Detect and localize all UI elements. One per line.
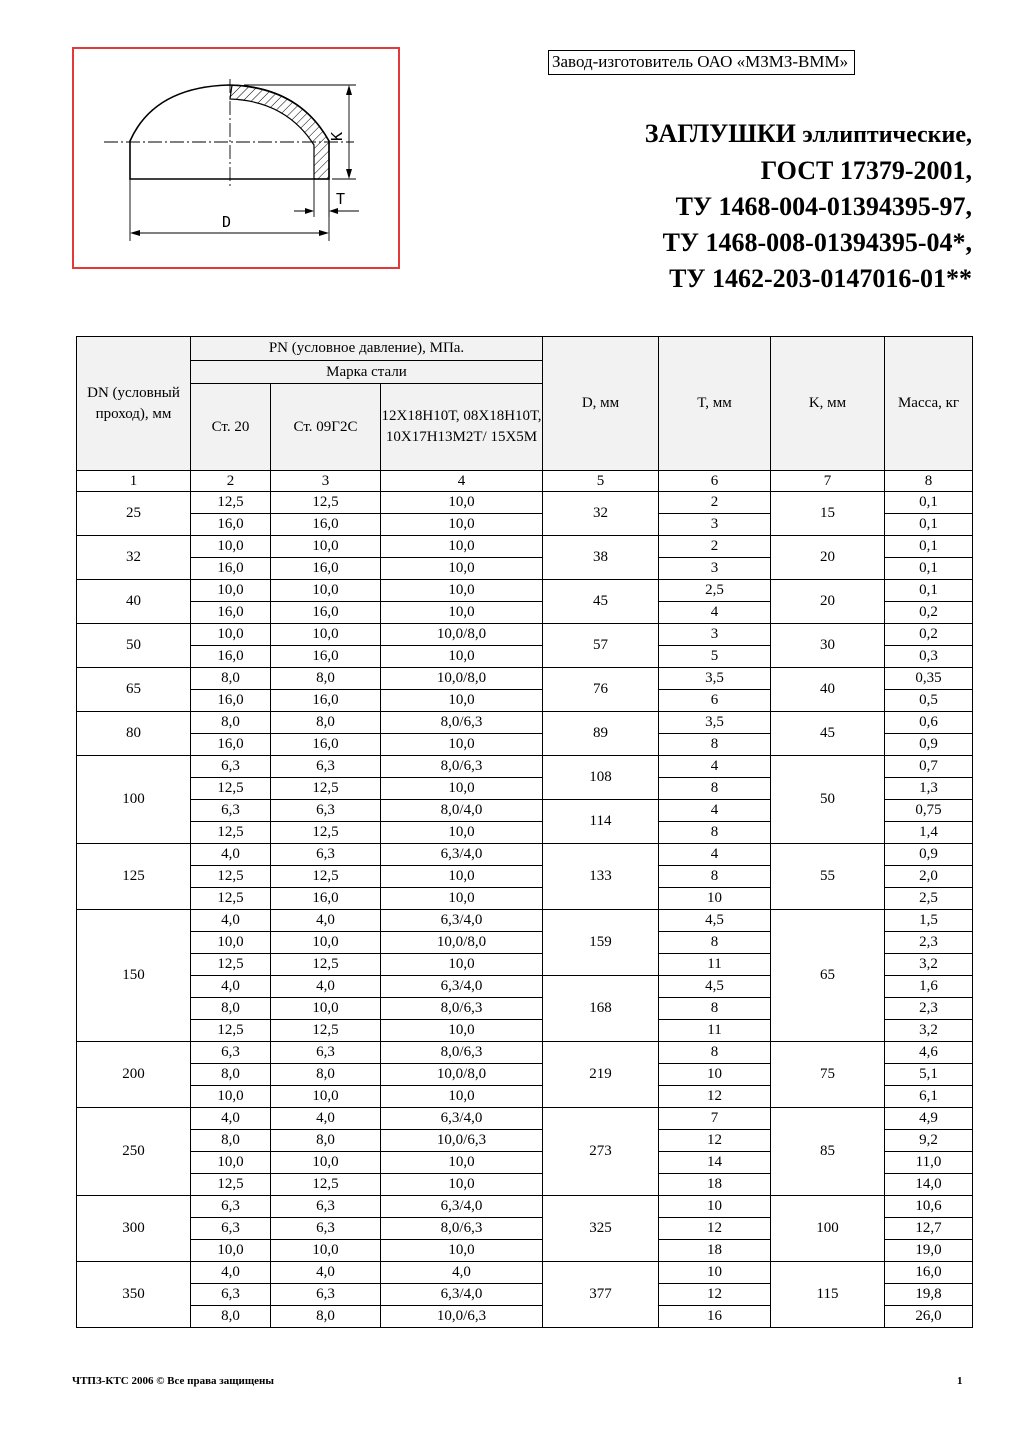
mass-cell: 1,5 xyxy=(885,910,973,932)
d-cell: 114 xyxy=(543,800,659,844)
d-cell: 273 xyxy=(543,1108,659,1196)
mass-cell: 11,0 xyxy=(885,1152,973,1174)
pn-st20-cell: 10,0 xyxy=(191,932,271,954)
pn-09g2s-cell: 12,5 xyxy=(271,778,381,800)
t-cell: 3,5 xyxy=(659,668,771,690)
mass-cell: 0,1 xyxy=(885,558,973,580)
t-cell: 10 xyxy=(659,888,771,910)
pn-09g2s-cell: 16,0 xyxy=(271,888,381,910)
pn-stainless-cell: 10,0 xyxy=(381,1086,543,1108)
pn-09g2s-cell: 16,0 xyxy=(271,514,381,536)
page-number: 1 xyxy=(957,1375,963,1387)
pn-stainless-cell: 10,0 xyxy=(381,734,543,756)
t-cell: 4,5 xyxy=(659,976,771,998)
k-cell: 75 xyxy=(771,1042,885,1108)
pn-09g2s-cell: 4,0 xyxy=(271,1108,381,1130)
header-mass: Масса, кг xyxy=(885,337,973,471)
d-cell: 168 xyxy=(543,976,659,1042)
mass-cell: 0,1 xyxy=(885,536,973,558)
title-line-1: ЗАГЛУШКИ xyxy=(644,119,803,148)
t-cell: 8 xyxy=(659,932,771,954)
pn-st20-cell: 12,5 xyxy=(191,1020,271,1042)
mass-cell: 0,2 xyxy=(885,624,973,646)
table-row xyxy=(77,910,973,932)
pn-st20-cell: 16,0 xyxy=(191,602,271,624)
pn-stainless-cell: 10,0/8,0 xyxy=(381,624,543,646)
pn-09g2s-cell: 8,0 xyxy=(271,712,381,734)
d-cell: 38 xyxy=(543,536,659,580)
column-number: 4 xyxy=(381,471,543,492)
pn-09g2s-cell: 12,5 xyxy=(271,866,381,888)
table-row xyxy=(77,1262,973,1284)
k-cell: 65 xyxy=(771,910,885,1042)
mass-cell: 26,0 xyxy=(885,1306,973,1328)
pn-st20-cell: 10,0 xyxy=(191,1240,271,1262)
mass-cell: 2,0 xyxy=(885,866,973,888)
t-cell: 4 xyxy=(659,756,771,778)
pn-stainless-cell: 10,0 xyxy=(381,558,543,580)
pn-st20-cell: 10,0 xyxy=(191,1086,271,1108)
pn-09g2s-cell: 16,0 xyxy=(271,558,381,580)
pn-st20-cell: 8,0 xyxy=(191,1130,271,1152)
dn-cell: 250 xyxy=(77,1108,191,1196)
t-cell: 12 xyxy=(659,1218,771,1240)
d-cell: 76 xyxy=(543,668,659,712)
pn-stainless-cell: 10,0 xyxy=(381,536,543,558)
pn-st20-cell: 16,0 xyxy=(191,734,271,756)
pn-09g2s-cell: 12,5 xyxy=(271,822,381,844)
pn-stainless-cell: 4,0 xyxy=(381,1262,543,1284)
pn-09g2s-cell: 12,5 xyxy=(271,954,381,976)
dn-cell: 50 xyxy=(77,624,191,668)
pn-09g2s-cell: 6,3 xyxy=(271,844,381,866)
pn-stainless-cell: 10,0 xyxy=(381,888,543,910)
pn-09g2s-cell: 10,0 xyxy=(271,1240,381,1262)
pn-st20-cell: 6,3 xyxy=(191,800,271,822)
pn-st20-cell: 10,0 xyxy=(191,536,271,558)
pn-09g2s-cell: 12,5 xyxy=(271,1174,381,1196)
dn-cell: 350 xyxy=(77,1262,191,1328)
pn-st20-cell: 8,0 xyxy=(191,712,271,734)
dn-cell: 40 xyxy=(77,580,191,624)
t-cell: 12 xyxy=(659,1130,771,1152)
pn-stainless-cell: 10,0 xyxy=(381,778,543,800)
dn-cell: 200 xyxy=(77,1042,191,1108)
mass-cell: 0,5 xyxy=(885,690,973,712)
pn-09g2s-cell: 6,3 xyxy=(271,1042,381,1064)
mass-cell: 12,7 xyxy=(885,1218,973,1240)
header-stainless: 12Х18Н10Т, 08Х18Н10Т, 10Х17Н13М2Т/ 15Х5М xyxy=(381,384,543,471)
t-cell: 16 xyxy=(659,1306,771,1328)
dn-cell: 25 xyxy=(77,492,191,536)
pn-st20-cell: 6,3 xyxy=(191,1284,271,1306)
mass-cell: 0,6 xyxy=(885,712,973,734)
pn-stainless-cell: 10,0 xyxy=(381,602,543,624)
pn-stainless-cell: 6,3/4,0 xyxy=(381,1108,543,1130)
column-number: 5 xyxy=(543,471,659,492)
pn-st20-cell: 8,0 xyxy=(191,668,271,690)
mass-cell: 4,9 xyxy=(885,1108,973,1130)
pn-st20-cell: 16,0 xyxy=(191,558,271,580)
d-cell: 133 xyxy=(543,844,659,910)
pn-st20-cell: 10,0 xyxy=(191,624,271,646)
table-row xyxy=(77,712,973,734)
pn-st20-cell: 4,0 xyxy=(191,1108,271,1130)
pn-09g2s-cell: 4,0 xyxy=(271,976,381,998)
pn-stainless-cell: 8,0/6,3 xyxy=(381,756,543,778)
pn-st20-cell: 10,0 xyxy=(191,580,271,602)
t-cell: 14 xyxy=(659,1152,771,1174)
title-line-4: ТУ 1468-008-01394395-04*, xyxy=(662,228,972,257)
spec-table xyxy=(76,336,973,1328)
column-number: 8 xyxy=(885,471,973,492)
t-cell: 18 xyxy=(659,1240,771,1262)
pn-stainless-cell: 6,3/4,0 xyxy=(381,1196,543,1218)
pn-09g2s-cell: 10,0 xyxy=(271,1086,381,1108)
t-cell: 8 xyxy=(659,822,771,844)
pn-st20-cell: 16,0 xyxy=(191,646,271,668)
pn-st20-cell: 6,3 xyxy=(191,1042,271,1064)
k-cell: 100 xyxy=(771,1196,885,1262)
table-row xyxy=(77,668,973,690)
table-row xyxy=(77,756,973,778)
mass-cell: 4,6 xyxy=(885,1042,973,1064)
pn-09g2s-cell: 10,0 xyxy=(271,932,381,954)
pn-st20-cell: 4,0 xyxy=(191,976,271,998)
t-cell: 10 xyxy=(659,1262,771,1284)
table-row xyxy=(77,844,973,866)
d-cell: 108 xyxy=(543,756,659,800)
pn-09g2s-cell: 10,0 xyxy=(271,998,381,1020)
t-cell: 2 xyxy=(659,536,771,558)
pn-stainless-cell: 10,0 xyxy=(381,822,543,844)
d-cell: 89 xyxy=(543,712,659,756)
pn-stainless-cell: 10,0/8,0 xyxy=(381,932,543,954)
table-row xyxy=(77,492,973,514)
pn-09g2s-cell: 16,0 xyxy=(271,602,381,624)
mass-cell: 1,6 xyxy=(885,976,973,998)
pn-stainless-cell: 10,0/8,0 xyxy=(381,1064,543,1086)
column-number: 3 xyxy=(271,471,381,492)
drawing-frame xyxy=(72,47,400,269)
t-cell: 18 xyxy=(659,1174,771,1196)
pn-st20-cell: 16,0 xyxy=(191,690,271,712)
mass-cell: 0,35 xyxy=(885,668,973,690)
t-cell: 10 xyxy=(659,1196,771,1218)
dn-cell: 125 xyxy=(77,844,191,910)
header-k: K, мм xyxy=(771,337,885,471)
dim-d-label: D xyxy=(222,213,232,231)
mass-cell: 19,0 xyxy=(885,1240,973,1262)
title-line-2: ГОСТ 17379-2001, xyxy=(760,156,972,185)
mass-cell: 16,0 xyxy=(885,1262,973,1284)
pn-st20-cell: 6,3 xyxy=(191,756,271,778)
d-cell: 57 xyxy=(543,624,659,668)
t-cell: 8 xyxy=(659,1042,771,1064)
mass-cell: 0,9 xyxy=(885,844,973,866)
pn-09g2s-cell: 6,3 xyxy=(271,1218,381,1240)
header-st20: Ст. 20 xyxy=(191,384,271,471)
t-cell: 7 xyxy=(659,1108,771,1130)
t-cell: 5 xyxy=(659,646,771,668)
t-cell: 3 xyxy=(659,558,771,580)
pn-stainless-cell: 8,0/6,3 xyxy=(381,998,543,1020)
t-cell: 3 xyxy=(659,514,771,536)
mass-cell: 2,5 xyxy=(885,888,973,910)
pn-st20-cell: 12,5 xyxy=(191,888,271,910)
pn-stainless-cell: 8,0/6,3 xyxy=(381,1042,543,1064)
title-line-1-sub: эллиптические, xyxy=(802,122,972,148)
pn-stainless-cell: 10,0 xyxy=(381,514,543,536)
column-number-row xyxy=(77,471,973,492)
pn-09g2s-cell: 6,3 xyxy=(271,1196,381,1218)
table-row xyxy=(77,1196,973,1218)
header-09g2s: Ст. 09Г2С xyxy=(271,384,381,471)
pn-09g2s-cell: 4,0 xyxy=(271,1262,381,1284)
mass-cell: 5,1 xyxy=(885,1064,973,1086)
dn-cell: 300 xyxy=(77,1196,191,1262)
header-t: T, мм xyxy=(659,337,771,471)
mass-cell: 6,1 xyxy=(885,1086,973,1108)
pn-stainless-cell: 10,0/6,3 xyxy=(381,1130,543,1152)
mass-cell: 0,1 xyxy=(885,492,973,514)
k-cell: 15 xyxy=(771,492,885,536)
mass-cell: 10,6 xyxy=(885,1196,973,1218)
pn-stainless-cell: 6,3/4,0 xyxy=(381,910,543,932)
mass-cell: 1,4 xyxy=(885,822,973,844)
k-cell: 55 xyxy=(771,844,885,910)
table-row xyxy=(77,580,973,602)
pn-09g2s-cell: 12,5 xyxy=(271,492,381,514)
footer-copyright: ЧТПЗ-КТС 2006 © Все права защищены xyxy=(72,1375,274,1387)
pn-09g2s-cell: 10,0 xyxy=(271,1152,381,1174)
pn-st20-cell: 8,0 xyxy=(191,998,271,1020)
pn-st20-cell: 6,3 xyxy=(191,1196,271,1218)
pn-st20-cell: 12,5 xyxy=(191,492,271,514)
header-pn: PN (условное давление), МПа. xyxy=(191,337,543,361)
dn-cell: 150 xyxy=(77,910,191,1042)
k-cell: 45 xyxy=(771,712,885,756)
pn-stainless-cell: 10,0 xyxy=(381,1152,543,1174)
pn-09g2s-cell: 16,0 xyxy=(271,690,381,712)
t-cell: 4 xyxy=(659,602,771,624)
t-cell: 8 xyxy=(659,778,771,800)
manufacturer-label: Завод-изготовитель ОАО «МЗМЗ-ВММ» xyxy=(548,50,855,75)
t-cell: 4 xyxy=(659,844,771,866)
title-line-3: ТУ 1468-004-01394395-97, xyxy=(675,192,972,221)
pn-stainless-cell: 10,0 xyxy=(381,866,543,888)
dn-cell: 65 xyxy=(77,668,191,712)
d-cell: 325 xyxy=(543,1196,659,1262)
pn-stainless-cell: 6,3/4,0 xyxy=(381,1284,543,1306)
k-cell: 20 xyxy=(771,580,885,624)
pn-stainless-cell: 10,0 xyxy=(381,1240,543,1262)
t-cell: 2,5 xyxy=(659,580,771,602)
pn-09g2s-cell: 6,3 xyxy=(271,800,381,822)
pn-st20-cell: 12,5 xyxy=(191,954,271,976)
mass-cell: 9,2 xyxy=(885,1130,973,1152)
pn-stainless-cell: 10,0/8,0 xyxy=(381,668,543,690)
k-cell: 30 xyxy=(771,624,885,668)
k-cell: 20 xyxy=(771,536,885,580)
pn-09g2s-cell: 10,0 xyxy=(271,536,381,558)
title-line-5: ТУ 1462-203-0147016-01** xyxy=(669,264,972,293)
t-cell: 4 xyxy=(659,800,771,822)
pn-stainless-cell: 8,0/6,3 xyxy=(381,1218,543,1240)
pn-09g2s-cell: 4,0 xyxy=(271,910,381,932)
mass-cell: 2,3 xyxy=(885,998,973,1020)
t-cell: 3,5 xyxy=(659,712,771,734)
pn-st20-cell: 12,5 xyxy=(191,822,271,844)
pn-09g2s-cell: 10,0 xyxy=(271,624,381,646)
t-cell: 8 xyxy=(659,866,771,888)
pn-stainless-cell: 10,0/6,3 xyxy=(381,1306,543,1328)
mass-cell: 0,75 xyxy=(885,800,973,822)
k-cell: 50 xyxy=(771,756,885,844)
k-cell: 85 xyxy=(771,1108,885,1196)
pn-st20-cell: 12,5 xyxy=(191,778,271,800)
pn-stainless-cell: 10,0 xyxy=(381,1020,543,1042)
pn-09g2s-cell: 8,0 xyxy=(271,1130,381,1152)
pn-stainless-cell: 10,0 xyxy=(381,954,543,976)
pn-st20-cell: 16,0 xyxy=(191,514,271,536)
mass-cell: 0,2 xyxy=(885,602,973,624)
pn-st20-cell: 6,3 xyxy=(191,1218,271,1240)
pn-st20-cell: 4,0 xyxy=(191,910,271,932)
mass-cell: 0,1 xyxy=(885,514,973,536)
pn-09g2s-cell: 8,0 xyxy=(271,668,381,690)
pn-09g2s-cell: 8,0 xyxy=(271,1064,381,1086)
dn-cell: 80 xyxy=(77,712,191,756)
pn-09g2s-cell: 16,0 xyxy=(271,646,381,668)
document-title xyxy=(645,116,972,297)
mass-cell: 0,9 xyxy=(885,734,973,756)
column-number: 2 xyxy=(191,471,271,492)
pn-stainless-cell: 8,0/4,0 xyxy=(381,800,543,822)
t-cell: 11 xyxy=(659,1020,771,1042)
header-grade: Марка стали xyxy=(191,361,543,384)
header-d: D, мм xyxy=(543,337,659,471)
pn-stainless-cell: 10,0 xyxy=(381,580,543,602)
column-number: 6 xyxy=(659,471,771,492)
header-dn: DN (условный проход), мм xyxy=(77,337,191,471)
t-cell: 2 xyxy=(659,492,771,514)
spec-table-body xyxy=(77,471,973,1328)
mass-cell: 14,0 xyxy=(885,1174,973,1196)
mass-cell: 1,3 xyxy=(885,778,973,800)
table-row xyxy=(77,1108,973,1130)
dn-cell: 100 xyxy=(77,756,191,844)
d-cell: 159 xyxy=(543,910,659,976)
table-row xyxy=(77,1042,973,1064)
pn-09g2s-cell: 6,3 xyxy=(271,1284,381,1306)
pn-st20-cell: 12,5 xyxy=(191,1174,271,1196)
mass-cell: 3,2 xyxy=(885,954,973,976)
pn-stainless-cell: 10,0 xyxy=(381,1174,543,1196)
pn-st20-cell: 10,0 xyxy=(191,1152,271,1174)
table-row xyxy=(77,536,973,558)
pn-09g2s-cell: 6,3 xyxy=(271,756,381,778)
pn-stainless-cell: 6,3/4,0 xyxy=(381,976,543,998)
dim-k-label: K xyxy=(328,131,346,141)
cap-drawing xyxy=(74,49,402,271)
dn-cell: 32 xyxy=(77,536,191,580)
pn-st20-cell: 4,0 xyxy=(191,844,271,866)
mass-cell: 2,3 xyxy=(885,932,973,954)
pn-stainless-cell: 10,0 xyxy=(381,690,543,712)
mass-cell: 3,2 xyxy=(885,1020,973,1042)
t-cell: 12 xyxy=(659,1284,771,1306)
pn-09g2s-cell: 12,5 xyxy=(271,1020,381,1042)
t-cell: 3 xyxy=(659,624,771,646)
d-cell: 45 xyxy=(543,580,659,624)
k-cell: 40 xyxy=(771,668,885,712)
t-cell: 11 xyxy=(659,954,771,976)
column-number: 7 xyxy=(771,471,885,492)
t-cell: 8 xyxy=(659,734,771,756)
pn-stainless-cell: 6,3/4,0 xyxy=(381,844,543,866)
t-cell: 6 xyxy=(659,690,771,712)
mass-cell: 0,1 xyxy=(885,580,973,602)
t-cell: 4,5 xyxy=(659,910,771,932)
d-cell: 377 xyxy=(543,1262,659,1328)
t-cell: 8 xyxy=(659,998,771,1020)
mass-cell: 19,8 xyxy=(885,1284,973,1306)
t-cell: 10 xyxy=(659,1064,771,1086)
pn-stainless-cell: 8,0/6,3 xyxy=(381,712,543,734)
pn-st20-cell: 8,0 xyxy=(191,1306,271,1328)
d-cell: 32 xyxy=(543,492,659,536)
dim-t-label: T xyxy=(336,190,346,208)
d-cell: 219 xyxy=(543,1042,659,1108)
table-row xyxy=(77,624,973,646)
pn-st20-cell: 4,0 xyxy=(191,1262,271,1284)
pn-09g2s-cell: 10,0 xyxy=(271,580,381,602)
column-number: 1 xyxy=(77,471,191,492)
pn-st20-cell: 12,5 xyxy=(191,866,271,888)
pn-stainless-cell: 10,0 xyxy=(381,492,543,514)
pn-09g2s-cell: 16,0 xyxy=(271,734,381,756)
pn-09g2s-cell: 8,0 xyxy=(271,1306,381,1328)
pn-stainless-cell: 10,0 xyxy=(381,646,543,668)
t-cell: 12 xyxy=(659,1086,771,1108)
mass-cell: 0,3 xyxy=(885,646,973,668)
k-cell: 115 xyxy=(771,1262,885,1328)
pn-st20-cell: 8,0 xyxy=(191,1064,271,1086)
mass-cell: 0,7 xyxy=(885,756,973,778)
